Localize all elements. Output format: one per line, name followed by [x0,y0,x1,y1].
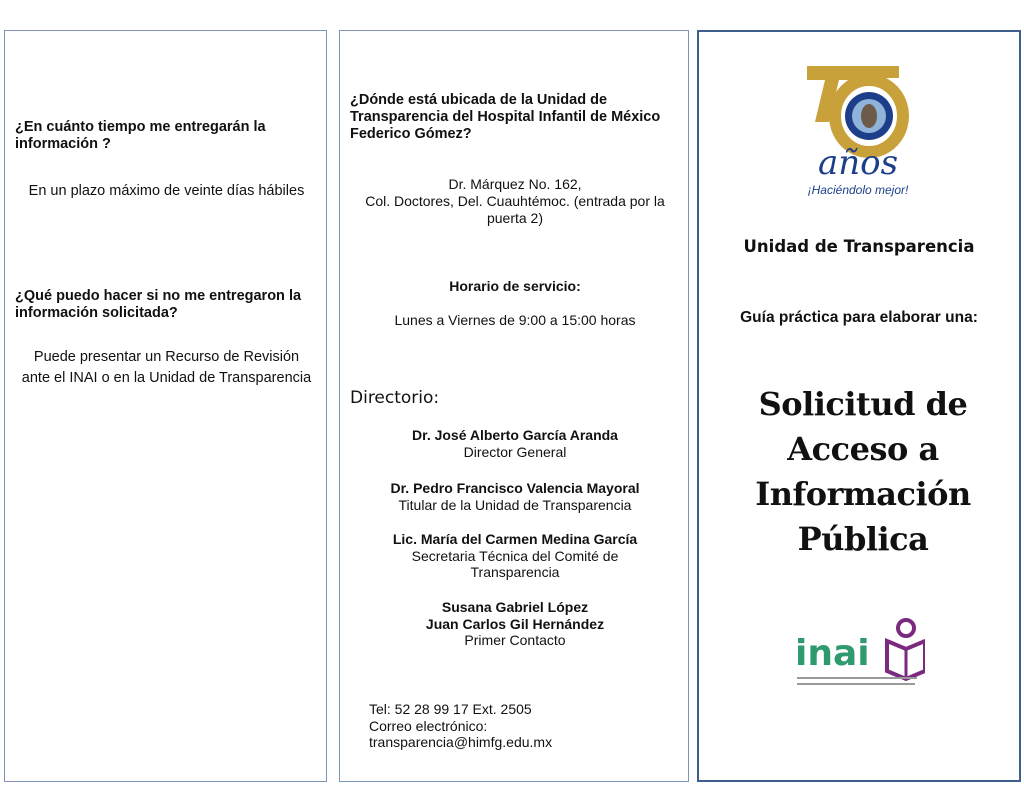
directory-name: Lic. María del Carmen Medina García [392,531,638,547]
hours-text: Lunes a Viernes de 9:00 a 15:00 horas [394,312,636,328]
directory-entry [348,531,682,581]
contact-name: Juan Carlos Gil Hernández [425,615,605,632]
main-title-line: Acceso a [787,430,939,468]
faq-answer-2: Puede presentar un Recurso de Revisión ante el INAI o en la Unidad de Transparencia [21,349,312,386]
contact-name: Susana Gabriel López [441,599,589,615]
directory-name: Dr. José Alberto García Aranda [412,427,618,443]
hours-title: Horario de servicio: [449,278,581,294]
inai-logo [795,617,925,697]
main-title-line: Solicitud de [758,385,968,423]
logo-slogan-text: ¡Haciéndolo mejor! [807,183,909,197]
phone-text: Tel: 52 28 99 17 Ext. 2505 [369,701,532,717]
guide-title: Guía práctica para elaborar una: [740,309,978,326]
main-title-line: Información [755,475,971,513]
unit-title: Unidad de Transparencia [743,237,975,256]
directory-role: Titular de la Unidad de Transparencia [398,496,632,513]
address-line-1: Dr. Márquez No. 162, [448,176,582,192]
faq-question-1: ¿En cuánto tiempo me entregarán la información ? [15,119,266,152]
directory-name: Dr. Pedro Francisco Valencia Mayoral [390,480,640,496]
address-line-2: Col. Doctores, Del. Cuauhtémoc. (entrada por la puerta 2) [365,193,665,226]
contact-role: Primer Contacto [464,632,566,648]
panel-location [339,30,689,782]
primary-contact [348,599,682,649]
location-question: ¿Dónde está ubicada de la Unidad de Transparencia del Hospital Infantil de México Federico Gómez? [350,92,661,142]
inai-text: inai [795,633,870,674]
faq-answer-1: En un plazo máximo de veinte días hábiles [28,183,305,199]
email-label: Correo electrónico: [369,717,488,734]
hospital-75-anniversary-logo [803,62,913,202]
email-text: transparencia@himfg.edu.mx [369,734,553,750]
directory-title: Directorio: [350,388,440,408]
panel-cover [697,30,1021,782]
directory-role: Secretaria Técnica del Comité de Transparencia [411,547,619,580]
main-title-line: Pública [797,520,929,558]
contact-info [369,701,552,751]
directory-entry [348,480,682,513]
logo-anos-text: años [817,143,899,183]
directory-role: Director General [463,443,567,460]
directory-entry [348,427,682,460]
faq-question-2: ¿Qué puedo hacer si no me entregaron la información solicitada? [15,288,302,321]
panel-faq [4,30,327,782]
main-title [699,382,1024,562]
